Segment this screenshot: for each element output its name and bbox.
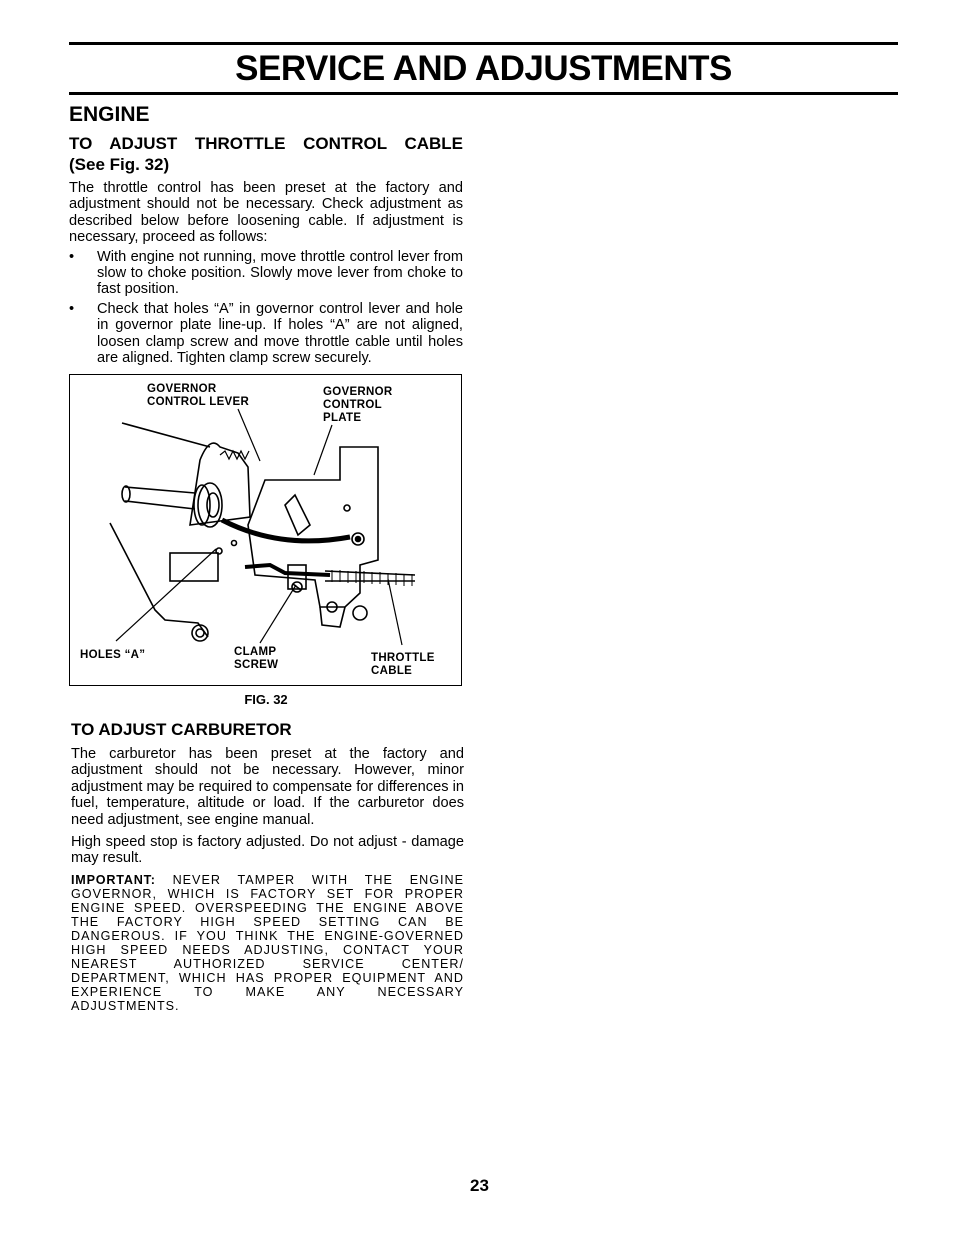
carburetor-para1: The carburetor has been preset at the factory and adjustment should not be necessary. However, minor adjustment may be required to compensate for differences in fuel, temperature, altitude or load. If the carburetor does need adjustment, see engine manual. bbox=[71, 746, 464, 828]
label-line: SCREW bbox=[234, 659, 279, 671]
lever-slot bbox=[170, 553, 218, 581]
leader-clamp bbox=[260, 585, 296, 643]
leader-governor-plate bbox=[314, 425, 332, 475]
label-line: CONTROL bbox=[323, 399, 382, 411]
title-rule-bottom bbox=[69, 92, 898, 95]
throttle-section bbox=[69, 133, 463, 369]
label-holes-a: HOLES “A” bbox=[80, 649, 146, 661]
figure-caption: FIG. 32 bbox=[244, 692, 288, 707]
step-text: Check that holes “A” in governor control lever and hole in governor plate line-up. If holes “A” are not aligned, loosen clamp screw and move throttle cable until holes are aligned. Tighten clamp screw securely. bbox=[97, 300, 463, 367]
step-text: With engine not running, move throttle control lever from slow to choke position. Slowly move lever from choke to fast position. bbox=[97, 248, 463, 298]
throttle-heading bbox=[69, 133, 463, 175]
throttle-wire bbox=[122, 423, 210, 447]
clamp bbox=[288, 565, 306, 589]
throttle-intro: The throttle control has been preset at the factory and adjustment should not be necessary. Check adjustment as described below before loosening cable. If adjustment is necessary, proceed as follows: bbox=[69, 180, 463, 246]
label-clamp-screw bbox=[234, 646, 278, 672]
label-governor-lever bbox=[147, 383, 249, 409]
bullet-glyph: • bbox=[69, 248, 75, 265]
cable-coils-outline bbox=[325, 571, 415, 581]
label-line: PLATE bbox=[323, 412, 362, 424]
important-text: NEVER TAMPER WITH THE ENGINE GOVERNOR, WHICH IS FACTORY SET FOR PROPER ENGINE SPEED. OVERSPEEDING THE ENGINE ABOVE THE FACTORY HIGH SPEED SETTING CAN BE DANGEROUS. IF YOU THINK THE ENGINE-GOVERNED HIGH SPEED NEEDS ADJUSTING, CONTACT YOUR NEAREST AUTHORIZED SERVICE CENTER/ DEPARTMENT, WHICH HAS PROPER EQUIPMENT AND EXPERIENCE TO MAKE ANY NECESSARY ADJUSTMENTS. bbox=[71, 872, 465, 1013]
carburetor-para2: High speed stop is factory adjusted. Do not adjust - damage may result. bbox=[71, 834, 464, 867]
label-governor-plate bbox=[323, 386, 393, 425]
page-title: SERVICE AND ADJUSTMENTS bbox=[235, 49, 732, 88]
page-number: 23 bbox=[470, 1176, 489, 1195]
figure-32 bbox=[69, 374, 462, 686]
label-line: THROTTLE bbox=[371, 652, 435, 664]
label-line: GOVERNOR bbox=[147, 383, 217, 395]
list-item bbox=[69, 249, 463, 298]
leader-governor-lever bbox=[238, 409, 260, 461]
governor-diagram bbox=[70, 375, 461, 685]
important-label: IMPORTANT: bbox=[71, 872, 156, 887]
governor-link bbox=[222, 520, 350, 541]
throttle-steps bbox=[69, 249, 463, 367]
leader-throttle bbox=[388, 579, 402, 645]
label-line: CABLE bbox=[371, 665, 413, 677]
plate-slot bbox=[285, 495, 310, 535]
shaft bbox=[125, 487, 195, 509]
label-throttle-cable bbox=[371, 652, 435, 678]
title-rule-top bbox=[69, 42, 898, 45]
label-line: GOVERNOR bbox=[323, 386, 393, 398]
housing-edge bbox=[110, 523, 208, 637]
important-notice bbox=[71, 873, 464, 1013]
governor-plate bbox=[248, 447, 378, 607]
label-line: CONTROL LEVER bbox=[147, 396, 250, 408]
label-line: CLAMP bbox=[234, 646, 277, 658]
list-item bbox=[69, 301, 463, 367]
bullet-glyph: • bbox=[69, 300, 75, 317]
carburetor-section bbox=[71, 719, 464, 1013]
throttle-heading-line2: (See Fig. 32) bbox=[69, 155, 170, 174]
carburetor-heading: TO ADJUST CARBURETOR bbox=[71, 720, 292, 739]
throttle-heading-line1: TO ADJUST THROTTLE CONTROL CABLE bbox=[69, 134, 463, 153]
section-heading-engine: ENGINE bbox=[69, 103, 150, 126]
